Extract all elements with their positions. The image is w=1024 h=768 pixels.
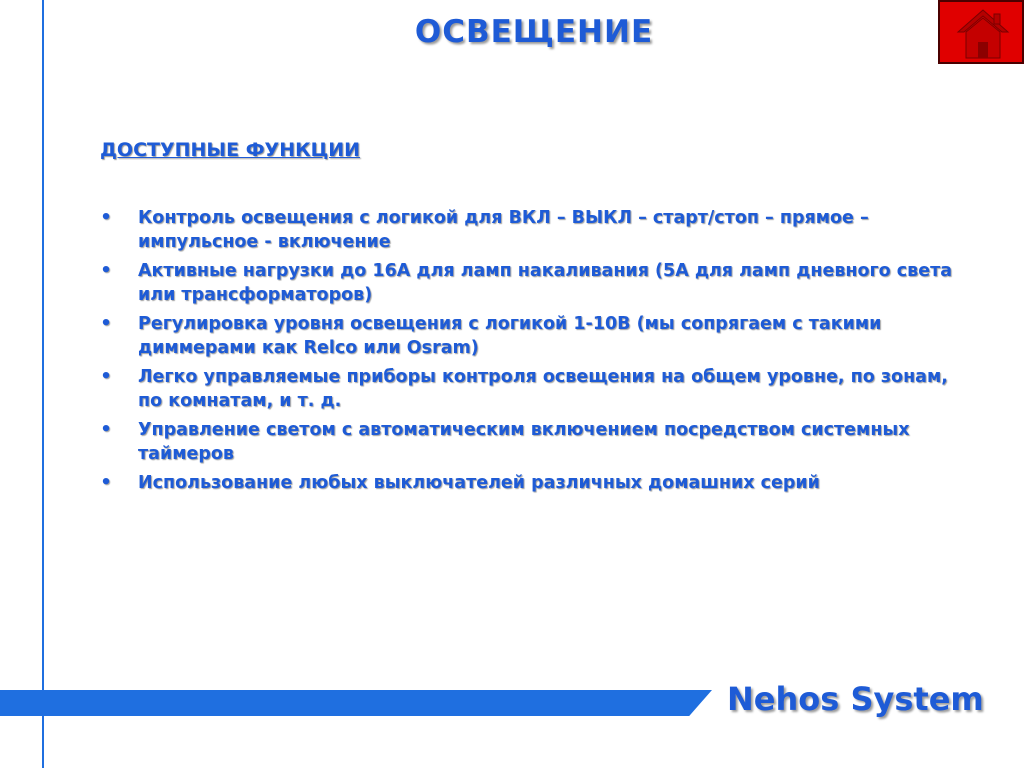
feature-text: Контроль освещения с логикой для ВКЛ – ВЫКЛ – старт/стоп – прямое – импульсное - включение [138, 208, 869, 252]
list-item [100, 312, 960, 360]
page-title: ОСВЕЩЕНИЕ [414, 14, 654, 50]
brand-name: Nehos System [727, 680, 984, 718]
list-item [100, 206, 960, 254]
section-heading: ДОСТУПНЫЕ ФУНКЦИИ [100, 139, 361, 161]
home-button[interactable] [938, 0, 1024, 64]
footer-bar [0, 690, 712, 716]
bullet-icon: • [100, 207, 112, 228]
feature-list [100, 206, 960, 500]
list-item [100, 259, 960, 307]
list-item [100, 418, 960, 466]
feature-text: Активные нагрузки до 16А для ламп накаливания (5А для ламп дневного света или трансформаторов) [138, 261, 953, 305]
feature-text: Использование любых выключателей различных домашних серий [138, 473, 820, 493]
feature-text: Легко управляемые приборы контроля освещения на общем уровне, по зонам, по комнатам, и т. д. [138, 367, 948, 411]
list-item [100, 365, 960, 413]
bullet-icon: • [100, 366, 112, 387]
left-divider-line [42, 0, 44, 768]
feature-text: Управление светом с автоматическим включением посредством системных таймеров [138, 420, 910, 464]
bullet-icon: • [100, 313, 112, 334]
bullet-icon: • [100, 419, 112, 440]
bullet-icon: • [100, 472, 112, 493]
home-icon [956, 8, 1010, 60]
feature-text: Регулировка уровня освещения с логикой 1-10В (мы сопрягаем с такими диммерами как Relco или Osram) [138, 314, 882, 358]
list-item [100, 471, 960, 495]
bullet-icon: • [100, 260, 112, 281]
